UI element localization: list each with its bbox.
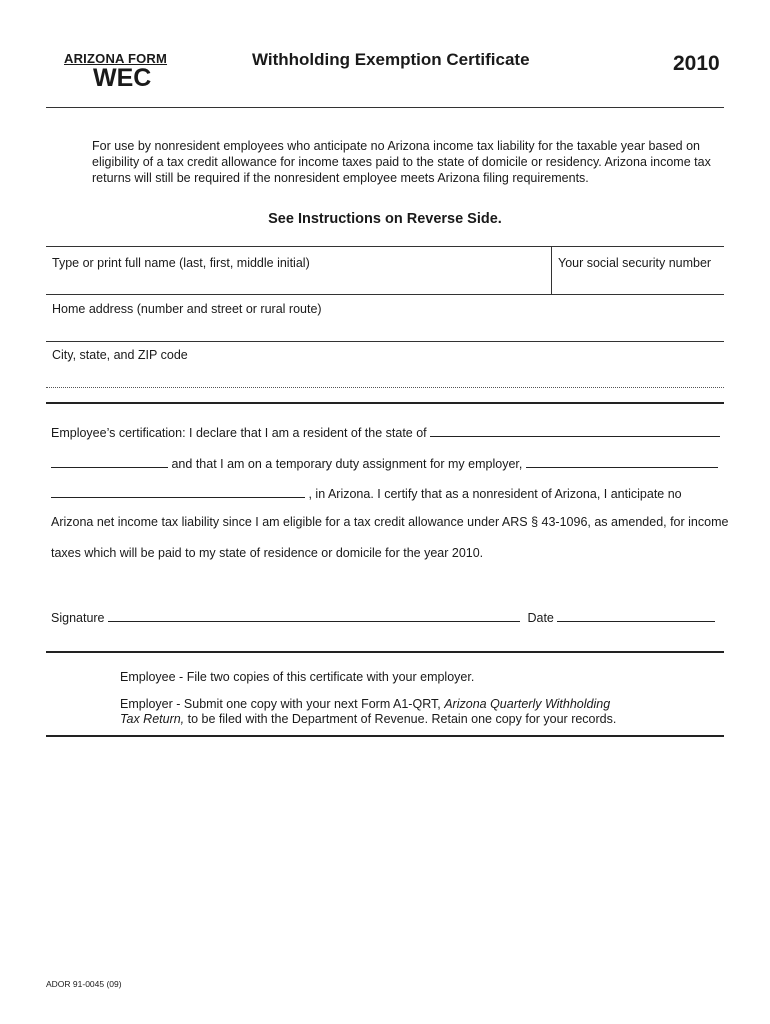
certification-line-5: taxes which will be paid to my state of residence or domicile for the year 2010. xyxy=(51,546,484,560)
field-divider-top xyxy=(46,246,724,247)
header-divider xyxy=(46,107,724,108)
certification-text: Employee’s certification: I declare that I am a resident of the state of xyxy=(51,426,427,440)
form-number-footer: ADOR 91-0045 (09) xyxy=(46,979,122,989)
date-label: Date xyxy=(527,611,554,625)
form-reference-italic: Arizona Quarterly Withholding xyxy=(444,697,611,711)
employee-instruction: Employee - File two copies of this certificate with your employer. xyxy=(120,670,475,684)
certification-line-3 xyxy=(51,484,682,501)
see-instructions-heading: See Instructions on Reverse Side. xyxy=(268,211,502,227)
field-divider xyxy=(46,341,724,342)
employer-instruction xyxy=(120,697,720,727)
form-code: WEC xyxy=(93,64,152,92)
certification-line-4: Arizona net income tax liability since I am eligible for a tax credit allowance under ARS § 43-1096, as amended, for income xyxy=(51,515,729,529)
employer-instruction-text: Employer - Submit one copy with your next Form A1-QRT, xyxy=(120,697,441,711)
date-field[interactable] xyxy=(557,608,715,622)
city-state-zip-field-label: City, state, and ZIP code xyxy=(52,348,188,362)
address-field[interactable] xyxy=(46,296,724,340)
section-divider xyxy=(46,651,724,653)
ssn-field[interactable] xyxy=(553,248,724,294)
city-state-zip-field[interactable] xyxy=(46,343,724,385)
certification-line-2 xyxy=(51,454,718,471)
certification-text: and that I am on a temporary duty assignment for my employer, xyxy=(171,457,523,471)
section-divider xyxy=(46,735,724,737)
employer-name-continued-field[interactable] xyxy=(51,484,305,498)
state-of-residence-field[interactable] xyxy=(430,423,720,437)
name-field-label: Type or print full name (last, first, middle initial) xyxy=(52,256,310,270)
intro-paragraph: For use by nonresident employees who anticipate no Arizona income tax liability for the taxable year based on eligibility of a tax credit allowance for income taxes paid to the state of domicile or residency. Arizona income tax returns will still be required if the nonresident employee meets Arizona filing requirements. xyxy=(92,139,711,185)
form-title: Withholding Exemption Certificate xyxy=(252,50,530,69)
signature-label: Signature xyxy=(51,611,105,625)
certification-text: , in Arizona. I certify that as a nonresident of Arizona, I anticipate no xyxy=(308,487,682,501)
state-of-residence-continued-field[interactable] xyxy=(51,454,168,468)
form-agency-label: ARIZONA FORM xyxy=(64,51,168,66)
section-divider xyxy=(46,402,724,404)
name-ssn-divider xyxy=(551,246,552,294)
form-reference-italic: Tax Return, xyxy=(120,712,185,726)
field-divider xyxy=(46,294,724,295)
employer-name-field[interactable] xyxy=(526,454,718,468)
name-field[interactable] xyxy=(46,248,549,294)
signature-field[interactable] xyxy=(108,608,520,622)
address-field-label: Home address (number and street or rural route) xyxy=(52,302,322,316)
ssn-field-label: Your social security number xyxy=(558,256,712,270)
form-year: 2010 xyxy=(673,52,720,75)
employer-instruction-text: to be filed with the Department of Revenue. Retain one copy for your records. xyxy=(187,712,617,726)
dotted-divider xyxy=(46,387,724,388)
signature-row xyxy=(51,608,715,625)
certification-line-1 xyxy=(51,423,720,440)
